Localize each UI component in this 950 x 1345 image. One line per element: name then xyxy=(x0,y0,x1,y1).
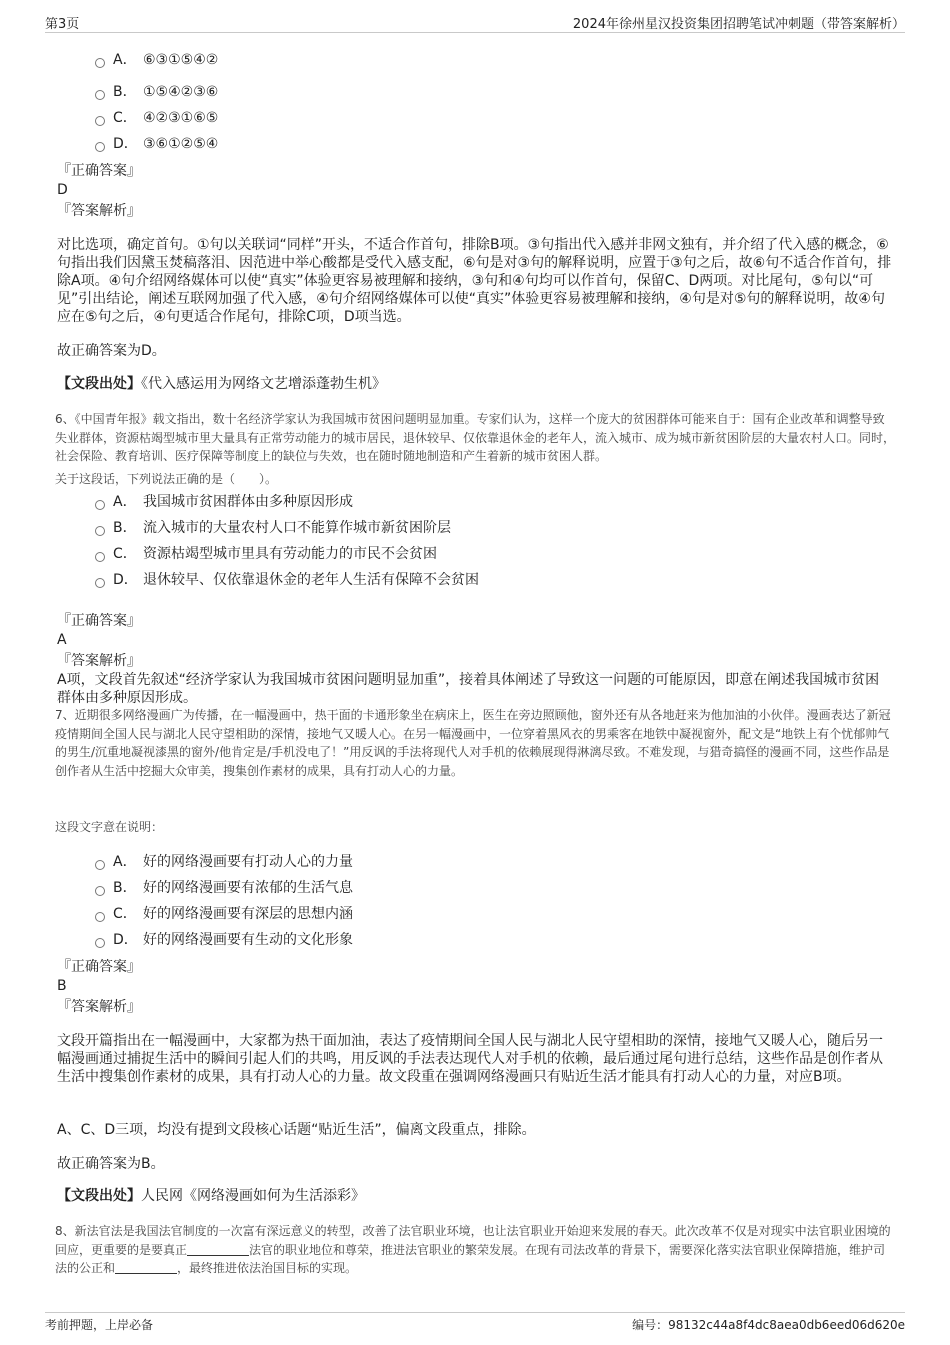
radio-icon[interactable] xyxy=(95,860,105,870)
q6-stem: 6、《中国青年报》载文指出，数十名经济学家认为我国城市贫困问题明显加重。专家们认为，这样一个庞大的贫困群体可能来自于：国有企业改革和调整导致失业群体，资源枯竭型城市里大量具有正常劳动能力的城市居民，退休较早、仅依靠退休金的老年人，流入城市、成为城市新贫困阶层的大量农村人口。同时，社会保险、教育培训、医疗保障等制度上的缺位与失效，也在随时随地制造和产生着新的城市贫困人群。 xyxy=(55,412,896,463)
q5-option-b[interactable]: B． ①⑤④②③⑥ xyxy=(95,82,218,102)
radio-icon[interactable] xyxy=(95,58,105,68)
q7-analysis-2: A、C、D三项，均没有提到文段核心话题“贴近生活”，偏离文段重点，排除。 xyxy=(57,1122,536,1138)
q7-analysis: 文段开篇指出在一幅漫画中，大家都为热干面加油，表达了疫情期间全国人民与湖北人民守望相助的深情，接地气又暖人心，随后另一幅漫画通过捕捉生活中的瞬间引起人们的共鸣，用反讽的手法表达现代人对手机的依赖，最后通过尾句进行总结，这些作品是创作者从生活中搜集创作素材的成果，具有打动人心的力量。故文段重在强调网络漫画只有贴近生活才能具有打动人心的力量，对应B项。 xyxy=(57,1033,883,1085)
q8-stem: 8、新法官法是我国法官制度的一次富有深远意义的转型，改善了法官职业环境，也让法官职业开始迎来发展的春天。此次改革不仅是对现实中法官职业困境的回应，更重要的是要真正 法官的职业地位和尊荣，推进法官职业的繁荣发展。在现有司法改革的背景下，需要深化落实法官职业保障措施，维护司法的公正和 ，最终推进依法治国目标的实现。 xyxy=(55,1224,891,1275)
q7-stem: 7、近期很多网络漫画广为传播，在一幅漫画中，热干面的卡通形象坐在病床上，医生在旁边照顾他，窗外还有从各地赶来为他加油的小伙伴。漫画表达了新冠疫情期间全国人民与湖北人民守望相助的深情，接地气又暖人心。在另一幅漫画中，一位穿着黑风衣的男乘客在地铁中凝视窗外，配文是“地铁上有个忧郁帅气的男生/沉重地凝视漆黑的窗外/他肯定是/手机没电了！”用反讽的手法将现代人对手机的依赖展现得淋漓尽致。不难发现，与猎奇搞怪的漫画不同，这些作品是创作者从生活中挖掘大众审美，搜集创作素材的成果，具有打动人心的力量。 xyxy=(55,708,891,778)
q5-source: 【文段出处】《代入感运用为网络文艺增添蓬勃生机》 xyxy=(57,376,386,392)
q6-answer: A xyxy=(57,632,67,648)
q6-option-d[interactable]: D． 退休较早、仅依靠退休金的老年人生活有保障不会贫困 xyxy=(95,570,479,590)
q6-analysis: A项，文段首先叙述“经济学家认为我国城市贫困问题明显加重”，接着具体阐述了导致这一问题的可能原因，即意在阐述我国城市贫困群体由多种原因形成。 xyxy=(57,672,880,706)
q5-answer: D xyxy=(57,182,68,198)
q7-source: 【文段出处】人民网《网络漫画如何为生活添彩》 xyxy=(57,1188,365,1204)
q6-option-a[interactable]: A． 我国城市贫困群体由多种原因形成 xyxy=(95,492,353,512)
page-number: 第3页 xyxy=(45,17,80,32)
q6-option-c[interactable]: C． 资源枯竭型城市里具有劳动能力的市民不会贫困 xyxy=(95,544,437,564)
q5-option-d[interactable]: D． ③⑥①②⑤④ xyxy=(95,134,218,154)
q7-answer: B xyxy=(57,978,67,994)
q5-option-c[interactable]: C． ④②③①⑥⑤ xyxy=(95,108,218,128)
correct-answer-label: 『正确答案』 xyxy=(57,613,141,629)
fill-blank[interactable] xyxy=(115,1261,177,1274)
q7-question: 这段文字意在说明： xyxy=(55,820,164,834)
q7-option-a[interactable]: A． 好的网络漫画要有打动人心的力量 xyxy=(95,852,353,872)
radio-icon[interactable] xyxy=(95,526,105,536)
footer-slogan: 考前押题，上岸必备 xyxy=(45,1318,154,1332)
correct-answer-label: 『正确答案』 xyxy=(57,959,141,975)
analysis-label: 『答案解析』 xyxy=(57,999,141,1015)
q7-option-b[interactable]: B． 好的网络漫画要有浓郁的生活气息 xyxy=(95,878,353,898)
radio-icon[interactable] xyxy=(95,938,105,948)
analysis-label: 『答案解析』 xyxy=(57,653,141,669)
page-header xyxy=(45,10,905,33)
radio-icon[interactable] xyxy=(95,886,105,896)
q6-option-b[interactable]: B． 流入城市的大量农村人口不能算作城市新贫困阶层 xyxy=(95,518,451,538)
radio-icon[interactable] xyxy=(95,116,105,126)
q7-conclusion: 故正确答案为B。 xyxy=(57,1156,165,1172)
q6-question: 关于这段话，下列说法正确的是（ ）。 xyxy=(55,472,278,486)
q5-analysis: 对比选项，确定首句。①句以关联词“同样”开头，不适合作首句，排除B项。③句指出代入感并非网文独有，并介绍了代入感的概念，⑥句指出我们因黛玉焚稿落泪、因范进中举心酸都是受代入感支配，⑥句是对③句的解释说明，应置于③句之后，故⑥句不适合作首句，排除A项。④句介绍网络媒体可以使“真实”体验更容易被理解和接纳，③句和④句均可以作首句，保留C、D两项。对比尾句，⑤句以“可见”引出结论，阐述互联网加强了代入感，④句介绍网络媒体可以使“真实”体验更容易被理解和接纳，④句是对⑤句的解释说明，故④句应在⑤句之后，④句更适合作尾句，排除C项，D项当选。 xyxy=(57,237,892,325)
q7-option-c[interactable]: C． 好的网络漫画要有深层的思想内涵 xyxy=(95,904,353,924)
radio-icon[interactable] xyxy=(95,578,105,588)
q5-conclusion: 故正确答案为D。 xyxy=(57,343,166,359)
correct-answer-label: 『正确答案』 xyxy=(57,163,141,179)
document-code: 编号：98132c44a8f4dc8aea0db6eed06d620e xyxy=(632,1318,905,1332)
radio-icon[interactable] xyxy=(95,912,105,922)
page-footer xyxy=(45,1312,905,1337)
radio-icon[interactable] xyxy=(95,500,105,510)
radio-icon[interactable] xyxy=(95,142,105,152)
radio-icon[interactable] xyxy=(95,552,105,562)
analysis-label: 『答案解析』 xyxy=(57,203,141,219)
radio-icon[interactable] xyxy=(95,90,105,100)
document-title: 2024年徐州星汉投资集团招聘笔试冲刺题（带答案解析） xyxy=(572,17,905,32)
q7-option-d[interactable]: D． 好的网络漫画要有生动的文化形象 xyxy=(95,930,353,950)
q5-option-a[interactable]: A． ⑥③①⑤④② xyxy=(95,50,218,70)
fill-blank[interactable] xyxy=(187,1243,249,1256)
